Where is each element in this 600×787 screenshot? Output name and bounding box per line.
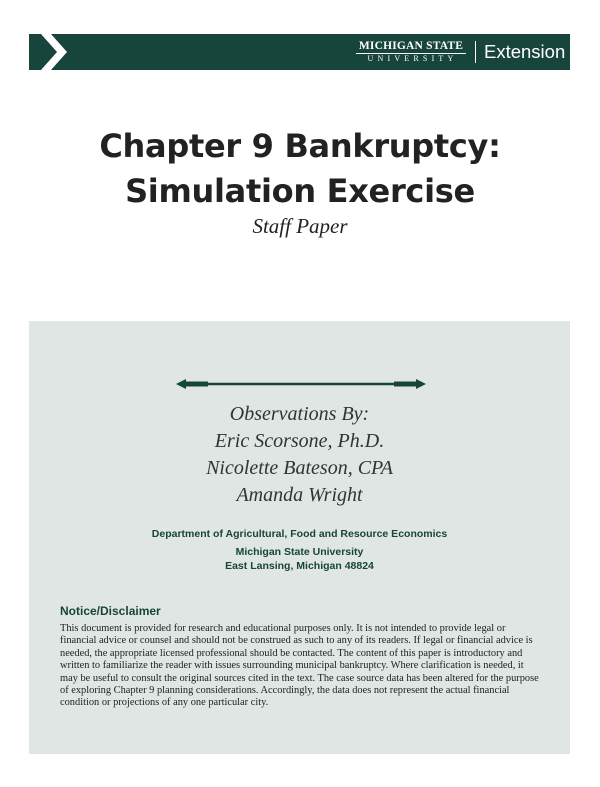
title-line-2: Simulation Exercise	[125, 172, 475, 210]
title-line-1: Chapter 9 Bankruptcy:	[99, 127, 501, 165]
notice-title: Notice/Disclaimer	[60, 604, 161, 618]
extension-label[interactable]: Extension	[484, 41, 566, 62]
info-panel	[29, 321, 570, 754]
notice-body: This document is provided for research and educational purposes only. It is not intended to provide legal or financial advice or counsel and should not be construed as such to any of its readers. If legal or financial advice is needed, the appropriate licensed professional should be contacted. The content of this paper is introductory and written to familiarize the reader with issues surrounding municipal bankruptcy. Where clarification is needed, it may be useful to consult the original sources cited in the text. The case source data has been altered for the purpose of exploring Chapter 9 planning considerations. Accordingly, the data does not represent the actual financial condition or projections of any one particular city.	[60, 623, 539, 709]
msu-wordmark[interactable]	[356, 40, 466, 66]
university-location: East Lansing, Michigan 48824	[225, 560, 374, 572]
department-name: Department of Agricultural, Food and Resource Economics	[151, 528, 448, 540]
page-subtitle: Staff Paper	[252, 214, 348, 238]
authors-heading: Observations By:	[229, 403, 370, 425]
header-bar	[29, 34, 570, 70]
chevron-right-icon	[41, 34, 71, 70]
authors-block	[29, 401, 570, 509]
university-name: Michigan State University	[235, 546, 364, 558]
author-name: Eric Scorsone, Ph.D.	[214, 430, 385, 452]
ornament-divider-icon	[176, 378, 426, 390]
brand-top: MICHIGAN STATE	[356, 40, 466, 54]
author-name: Amanda Wright	[236, 484, 363, 506]
brand-bottom: UNIVERSITY	[367, 54, 458, 63]
page-title	[0, 124, 600, 214]
header-divider	[475, 41, 476, 63]
author-name: Nicolette Bateson, CPA	[206, 457, 393, 479]
